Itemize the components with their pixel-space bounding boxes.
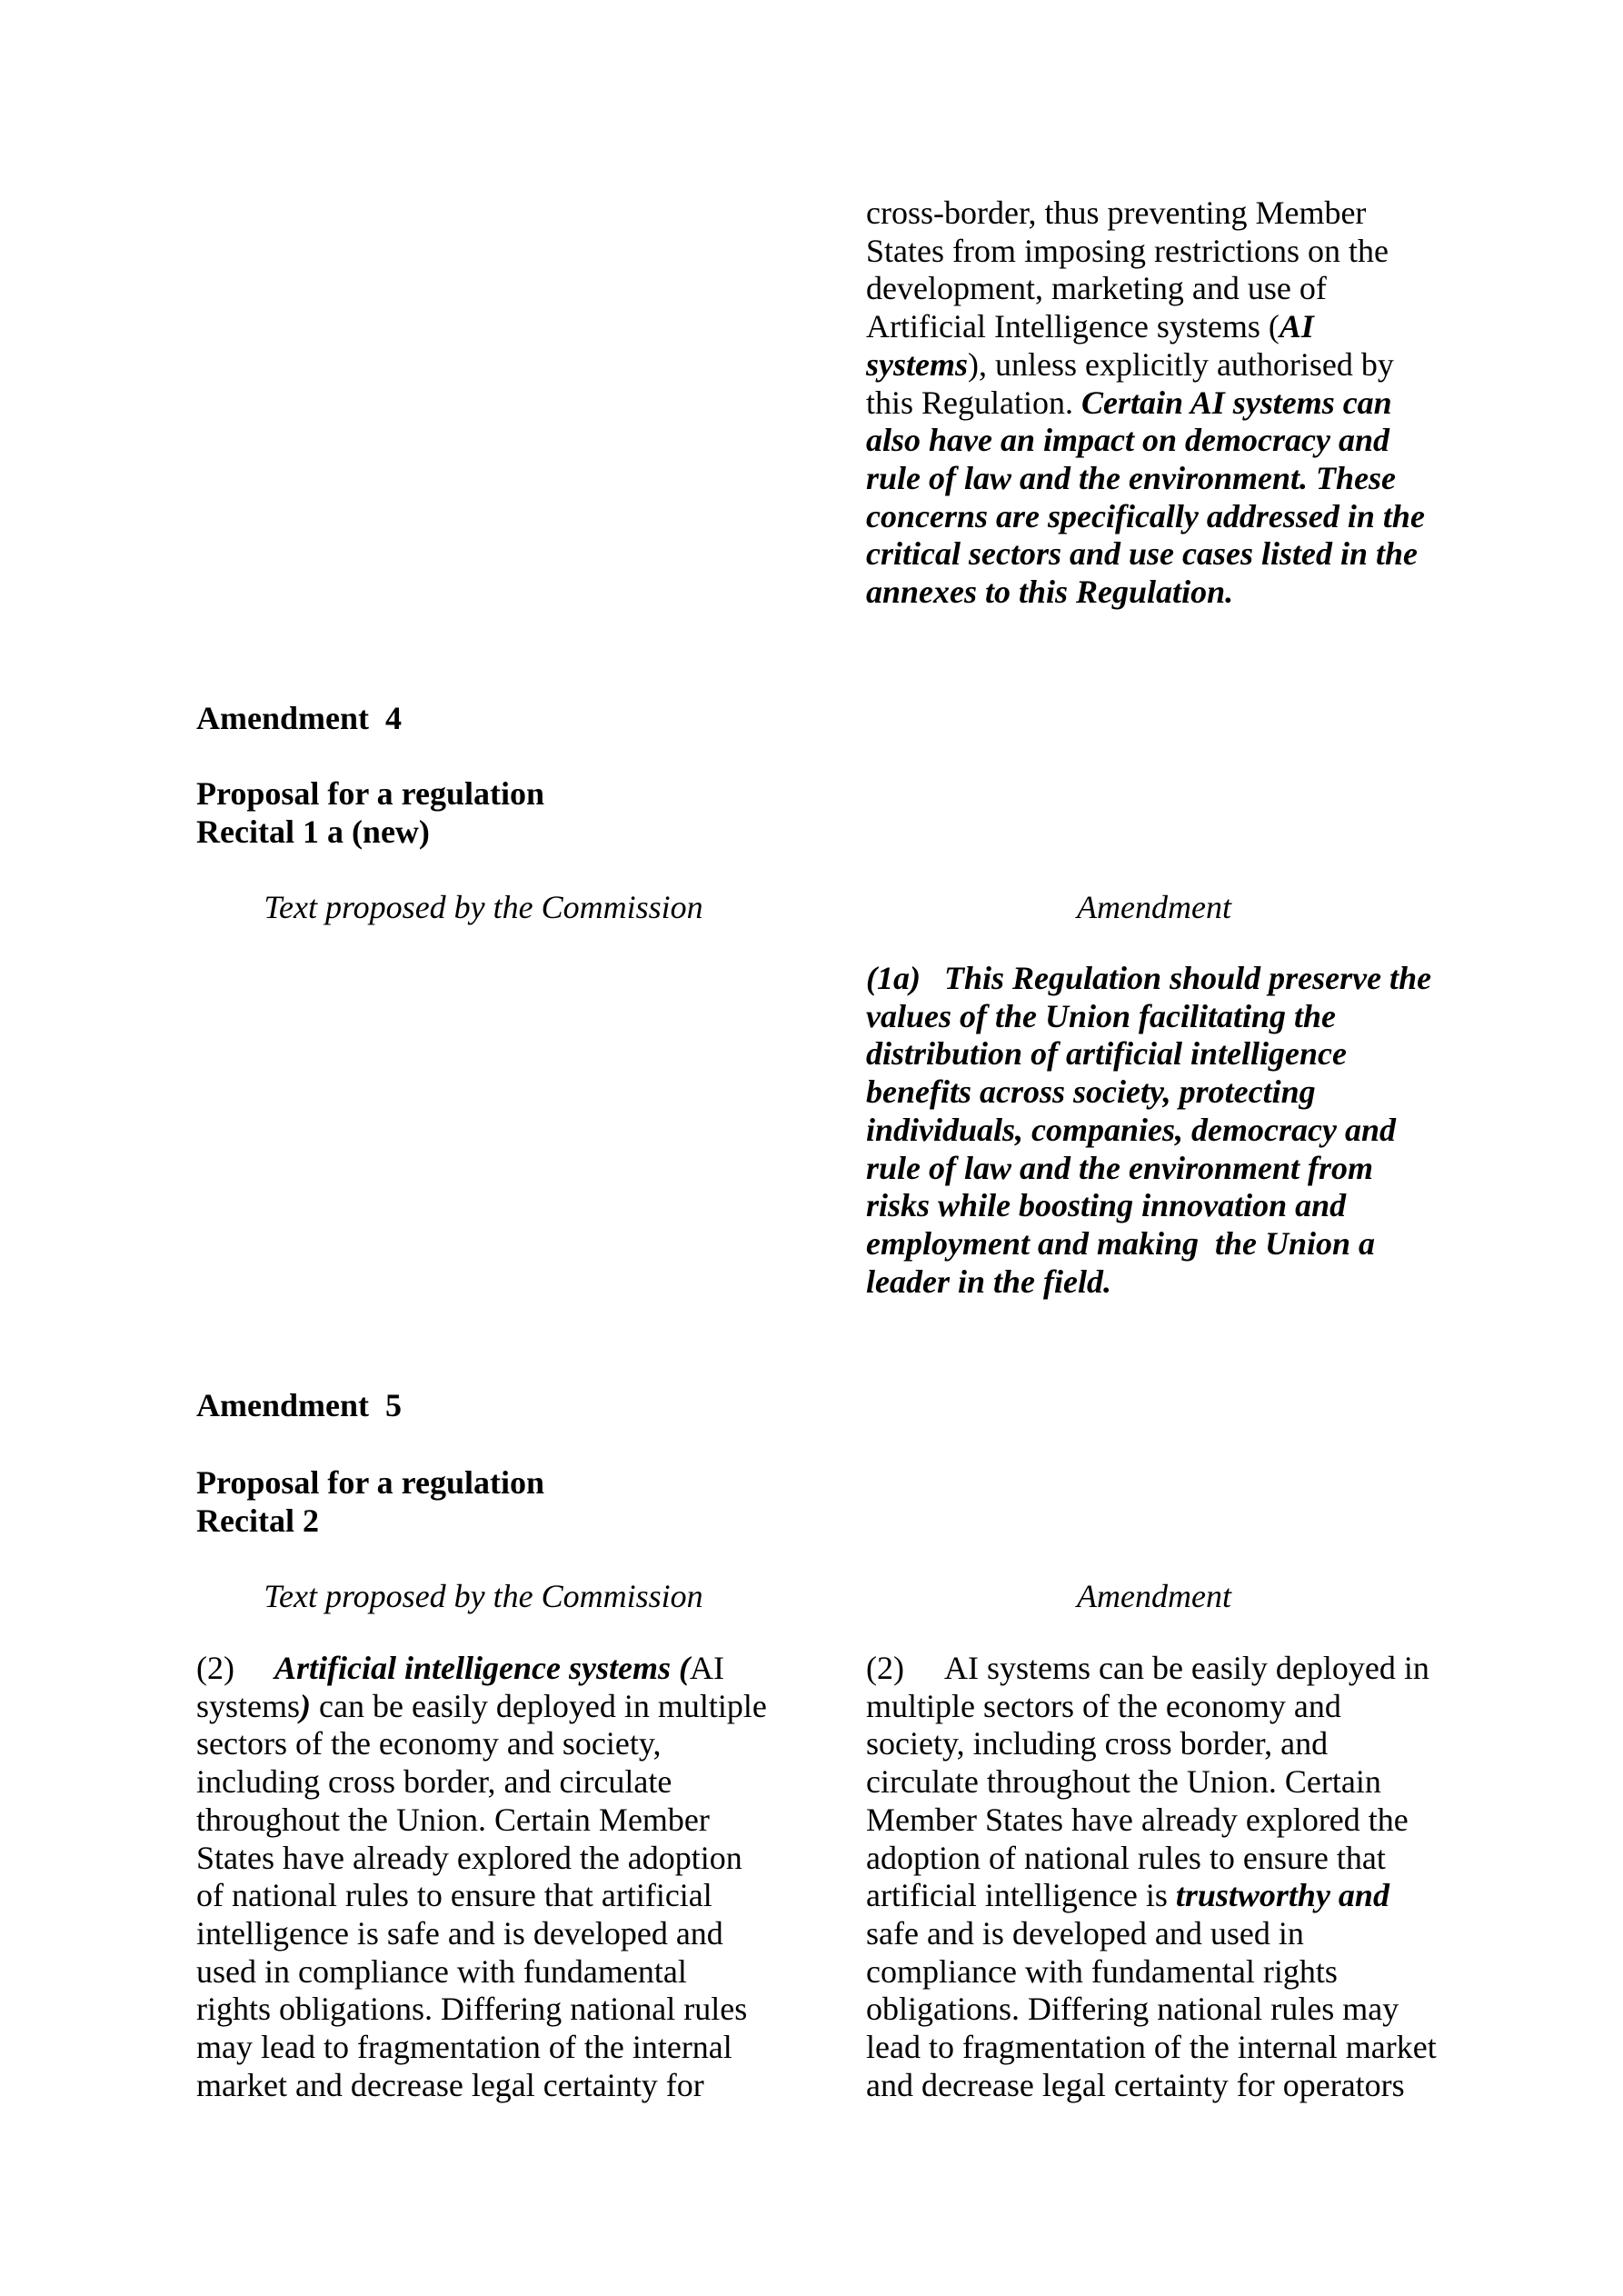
- amended-text-run: This Regulation should preserve the values of the Union facilitating the distribution of artificial intelligence benefits across society, protecting individuals, companies, democracy and rule of law and the environment from risks while boosting innovation and employment and making the Union a leader in the field.: [866, 960, 1432, 1300]
- text-run: ), unless explicitly authorised by this Regulation.: [866, 345, 1394, 421]
- amendment-heading: Amendment 4: [196, 700, 402, 736]
- recital-reference: Recital 2: [196, 1502, 319, 1539]
- previous-amendment-text-continued: [866, 195, 1442, 612]
- text-run: can be easily deployed in multiple sectors of the economy and society, including cross border, and circulate throughout the Union. Certain Member States have already explored the adoption of national rules to ensure that artificial intelligence is safe and is developed and used in compliance with fundamental rights obligations. Differing national rules may lead to fragmentation of the internal market and decrease legal certainty for: [196, 1687, 767, 2103]
- paragraph-body: [196, 1650, 767, 2103]
- text-run: AI systems: [196, 1650, 724, 1724]
- proposal-label: Proposal for a regulation: [196, 1464, 545, 1501]
- amended-text-run: ): [300, 1687, 312, 1724]
- recital-reference: Recital 1 a (new): [196, 814, 430, 850]
- paragraph-body: [866, 1650, 1437, 2103]
- proposal-label: Proposal for a regulation: [196, 775, 545, 812]
- commission-text: [196, 1650, 771, 2104]
- amended-text-run: Certain AI systems can also have an impact on democracy and rule of law and the environment. These concerns are specifically addressed in the critical sectors and use cases listed in the annexes to this Regulation.: [866, 384, 1425, 611]
- amended-text-run: Artificial intelligence systems (: [274, 1650, 690, 1686]
- amendment-text: [866, 960, 1442, 1301]
- paragraph-number: (2): [196, 1650, 234, 1686]
- amendment-text: [866, 1650, 1442, 2104]
- text-run: AI systems can be easily deployed in multiple sectors of the economy and society, including cross border, and circulate throughout the Union. Certain Member States have already explored the adoption of national rules to ensure that artificial intelligence is: [866, 1650, 1429, 1914]
- paragraph-body: [866, 960, 1431, 1300]
- paragraph-number: (2): [866, 1650, 904, 1686]
- amended-text-run: trustworthy and: [1175, 1877, 1389, 1914]
- amendment-heading: Amendment 5: [196, 1387, 402, 1423]
- amendment-column-header: Amendment: [1077, 889, 1231, 925]
- amended-text-run: AI systems: [866, 308, 1314, 383]
- paragraph-number: (1a): [866, 960, 921, 996]
- text-run: cross-border, thus preventing Member States from imposing restrictions on the development, marketing and use of Artificial Intelligence systems (: [866, 195, 1389, 345]
- text-run: safe and is developed and used in compliance with fundamental rights obligations. Differing national rules may lead to fragmentation of the internal market and decrease legal certainty for operators: [866, 1914, 1437, 2103]
- commission-text-column-header: Text proposed by the Commission: [264, 1578, 703, 1614]
- amendment-column-header: Amendment: [1077, 1578, 1231, 1614]
- commission-text-column-header: Text proposed by the Commission: [264, 889, 703, 925]
